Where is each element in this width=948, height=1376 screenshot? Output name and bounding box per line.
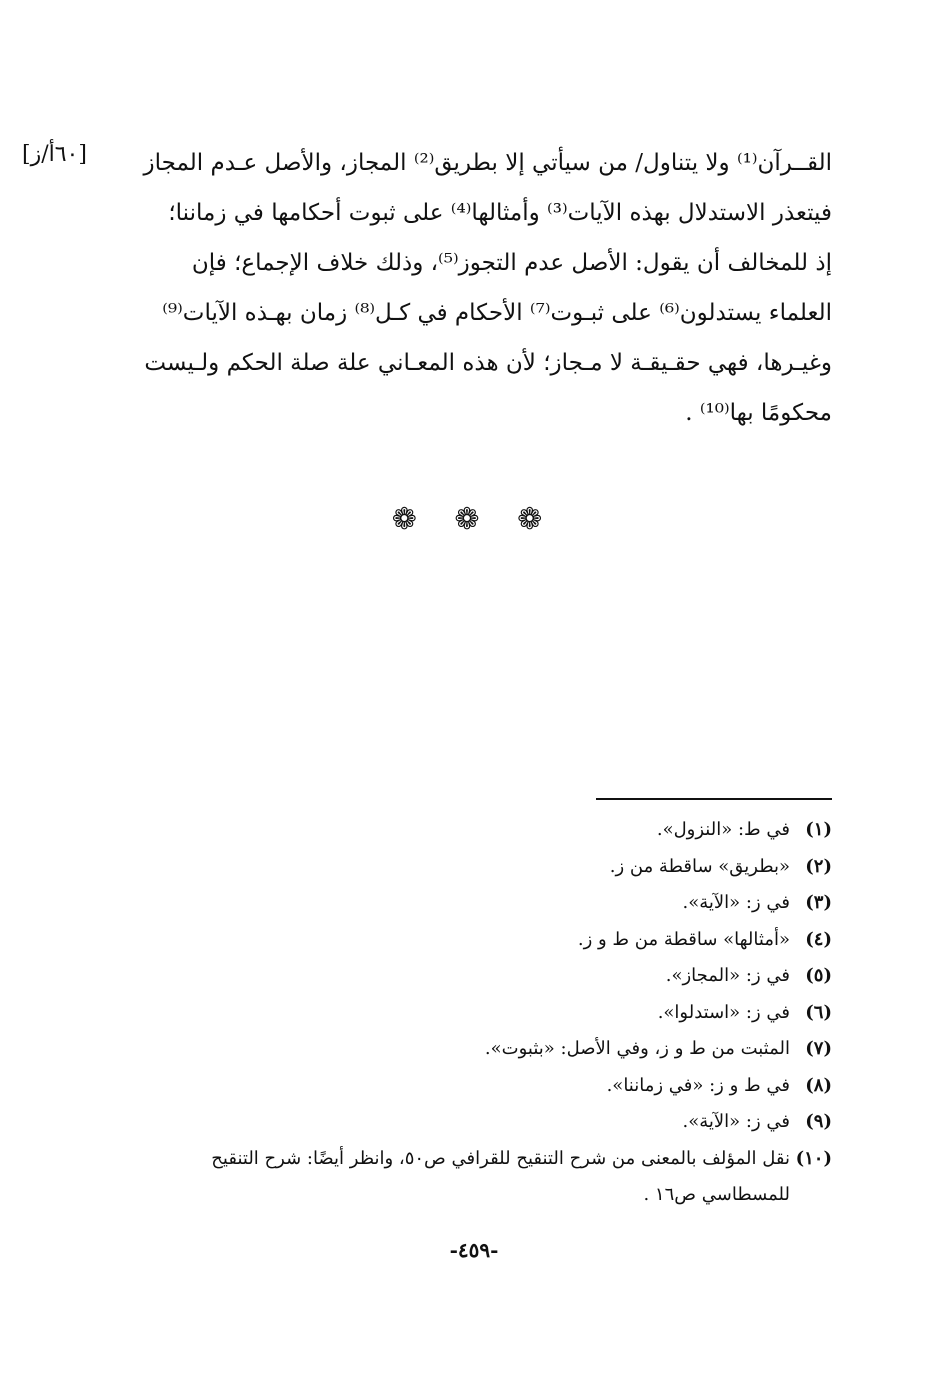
footnote-number: (٧) [805,1038,832,1059]
footnote [124,995,832,1032]
footnote-text: «أمثالها» ساقطة من ط و ز. [577,928,790,950]
footnotes [124,812,832,1214]
footnote-text: نقل المؤلف بالمعنى من شرح التنقيح للقرافي ص٥٠، وانظر أيضًا: شرح التنقيح [211,1147,790,1169]
footnote-number: (٣) [805,892,832,913]
footnote-continuation: للمسطاسي ص١٦ . [643,1184,790,1205]
page-number: -٤٥٩- [449,1238,499,1262]
margin-manuscript-ref: [٦٠أ/ز] [22,142,87,167]
footnote-number: (١) [805,819,832,840]
footnote [124,958,832,995]
footnote-number: (٩) [805,1111,832,1132]
main-text-line: العلماء يستدلون⁽⁶⁾ على ثبـوت⁽⁷⁾ الأحكام في كـل⁽⁸⁾ زمان بهـذه الآيات⁽⁹⁾ [162,300,832,326]
footnote [124,885,832,922]
footnote-text: المثبت من ط و ز، وفي الأصل: «بثبوت». [484,1038,790,1059]
footnote [124,1068,832,1105]
footnote-text: في ز: «استدلوا». [657,1001,790,1023]
footnote-text: في ط و ز: «في زماننا». [606,1074,790,1096]
footnote-text: في ط: «النزول». [656,819,790,840]
footnote [124,922,832,959]
footnote-text: «بطريق» ساقطة من ز. [609,855,790,877]
footnote-number: (١٠) [795,1147,832,1169]
footnote-divider [596,798,832,800]
footnote [124,1104,832,1141]
footnote-number: (٨) [805,1074,832,1096]
footnote-number: (٤) [805,928,832,950]
section-ornament: ❁ ❁ ❁ [391,502,557,537]
footnote-text: في ز: «الآية». [682,1111,790,1132]
footnote-number: (٥) [805,965,832,986]
main-text-line: فيتعذر الاستدلال بهذه الآيات⁽³⁾ وأمثالها⁽⁴⁾ على ثبوت أحكامها في زماننا؛ [168,200,832,226]
footnote-number: (٦) [805,1001,832,1023]
footnote-text: في ز: «الآية». [682,892,790,913]
main-text-line: القــرآن⁽¹⁾ ولا يتناول/ من سيأتي إلا بطريق⁽²⁾ المجاز، والأصل عـدم المجاز [143,150,832,176]
footnote [124,1141,832,1178]
main-text-line: محكومًا بها⁽¹⁰⁾ . [685,400,832,426]
main-text [124,138,832,438]
main-text-line: إذ للمخالف أن يقول: الأصل عدم التجوز⁽⁵⁾، وذلك خلاف الإجماع؛ فإن [191,250,832,276]
footnote-number: (٢) [805,855,832,877]
footnote [124,849,832,886]
main-text-line: وغيـرها، فهي حقـيقـة لا مـجاز؛ لأن هذه المعـاني علة صلة الحكم ولـيست [144,350,832,376]
footnote [124,812,832,849]
footnote-text: في ز: «المجاز». [665,965,790,986]
footnote [124,1031,832,1068]
